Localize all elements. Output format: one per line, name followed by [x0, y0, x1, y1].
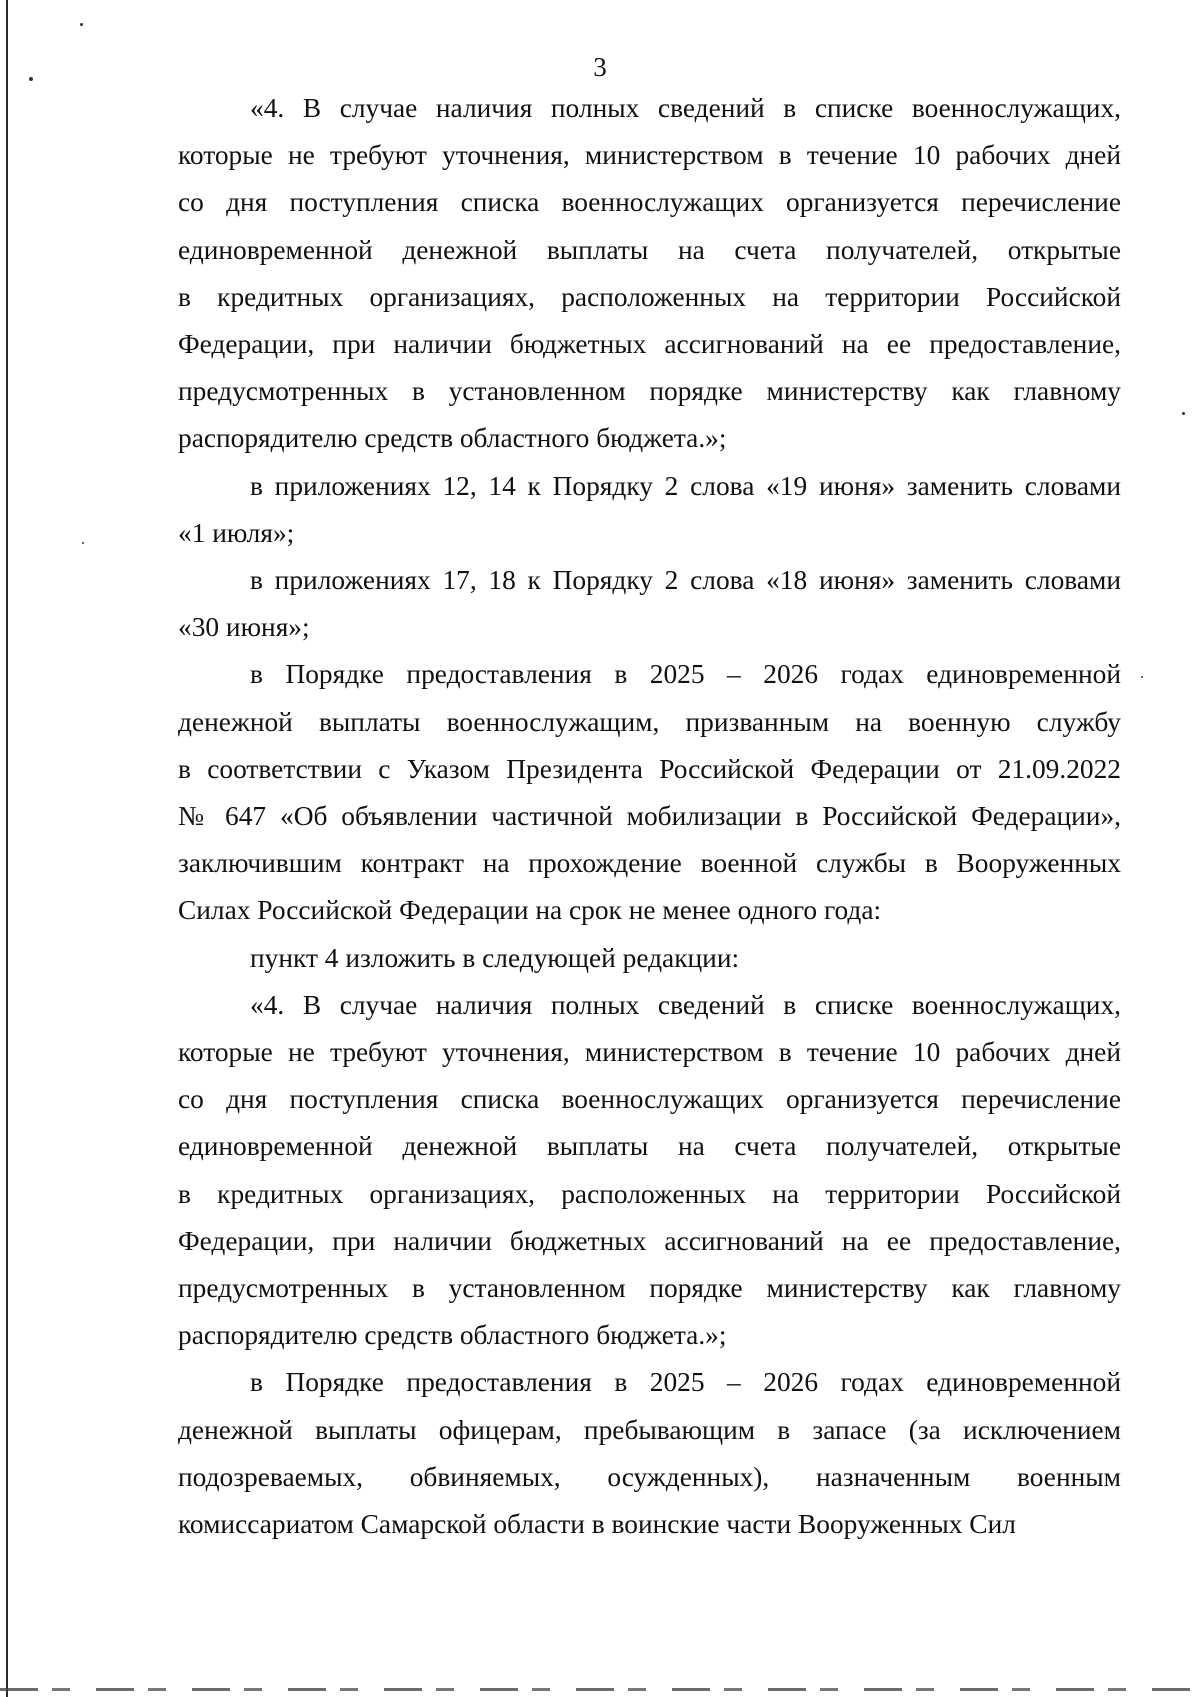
paragraph — [178, 982, 1121, 1360]
text-line: в приложениях 17, 18 к Порядку 2 слова «18 июня» заменить словами — [250, 565, 1121, 596]
paragraph — [178, 651, 1121, 934]
text-line: со дня поступления списка военнослужащих организуется перечисление — [178, 1084, 1121, 1115]
text-line: предусмотренных в установленном порядке министерству как главному — [178, 1273, 1121, 1304]
page-number: 3 — [593, 52, 607, 82]
text-line: единовременной денежной выплаты на счета получателей, открытые — [178, 234, 1121, 265]
text-line: «30 июня»; — [178, 612, 310, 643]
text-line: заключившим контракт на прохождение военной службы в Вооруженных — [178, 848, 1121, 879]
paragraph — [178, 557, 1121, 651]
text-line: предусмотренных в установленном порядке министерству как главному — [178, 376, 1121, 407]
paragraph — [178, 1359, 1121, 1548]
text-line: распорядителю средств областного бюджета.»; — [178, 1320, 727, 1351]
text-line: комиссариатом Самарской области в воинские части Вооруженных Сил — [178, 1509, 1016, 1540]
text-line: подозреваемых, обвиняемых, осужденных), назначенным военным — [178, 1461, 1121, 1492]
text-line: Федерации, при наличии бюджетных ассигнований на ее предоставление, — [178, 1225, 1121, 1256]
paragraph — [178, 935, 1121, 982]
text-line: № 647 «Об объявлении частичной мобилизации в Российской Федерации», — [178, 801, 1121, 832]
scan-speck — [80, 23, 83, 26]
text-line: в кредитных организациях, расположенных на территории Российской — [178, 281, 1121, 312]
text-line: которые не требуют уточнения, министерством в течение 10 рабочих дней — [178, 140, 1121, 171]
text-line: со дня поступления списка военнослужащих организуется перечисление — [178, 187, 1121, 218]
text-line: которые не требуют уточнения, министерством в течение 10 рабочих дней — [178, 1037, 1121, 1068]
scan-speck — [82, 542, 84, 544]
text-line: денежной выплаты военнослужащим, призванным на военную службу — [178, 706, 1121, 737]
text-line: пункт 4 изложить в следующей редакции: — [250, 942, 740, 973]
scan-left-edge — [6, 0, 8, 1697]
scan-speck — [1182, 412, 1185, 415]
paragraph — [178, 85, 1121, 463]
paragraph — [178, 463, 1121, 557]
text-line: Федерации, при наличии бюджетных ассигнований на ее предоставление, — [178, 329, 1121, 360]
text-line: в кредитных организациях, расположенных на территории Российской — [178, 1178, 1121, 1209]
text-line: в Порядке предоставления в 2025 – 2026 годах единовременной — [250, 659, 1121, 690]
scan-speck — [1141, 676, 1143, 678]
text-line: «1 июля»; — [178, 517, 295, 548]
text-line: в Порядке предоставления в 2025 – 2026 годах единовременной — [250, 1367, 1121, 1398]
text-line: в приложениях 12, 14 к Порядку 2 слова «19 июня» заменить словами — [250, 470, 1121, 501]
text-line: «4. В случае наличия полных сведений в списке военнослужащих, — [250, 989, 1121, 1020]
text-line: распорядителю средств областного бюджета.»; — [178, 423, 727, 454]
text-line: Силах Российской Федерации на срок не менее одного года: — [178, 895, 882, 926]
text-line: денежной выплаты офицерам, пребывающим в запасе (за исключением — [178, 1414, 1121, 1445]
text-line: «4. В случае наличия полных сведений в списке военнослужащих, — [250, 93, 1121, 123]
document-body — [178, 85, 1121, 1548]
text-line: единовременной денежной выплаты на счета получателей, открытые — [178, 1131, 1121, 1162]
text-line: в соответствии с Указом Президента Российской Федерации от 21.09.2022 — [178, 753, 1121, 784]
scan-bottom-edge — [0, 1688, 1200, 1691]
